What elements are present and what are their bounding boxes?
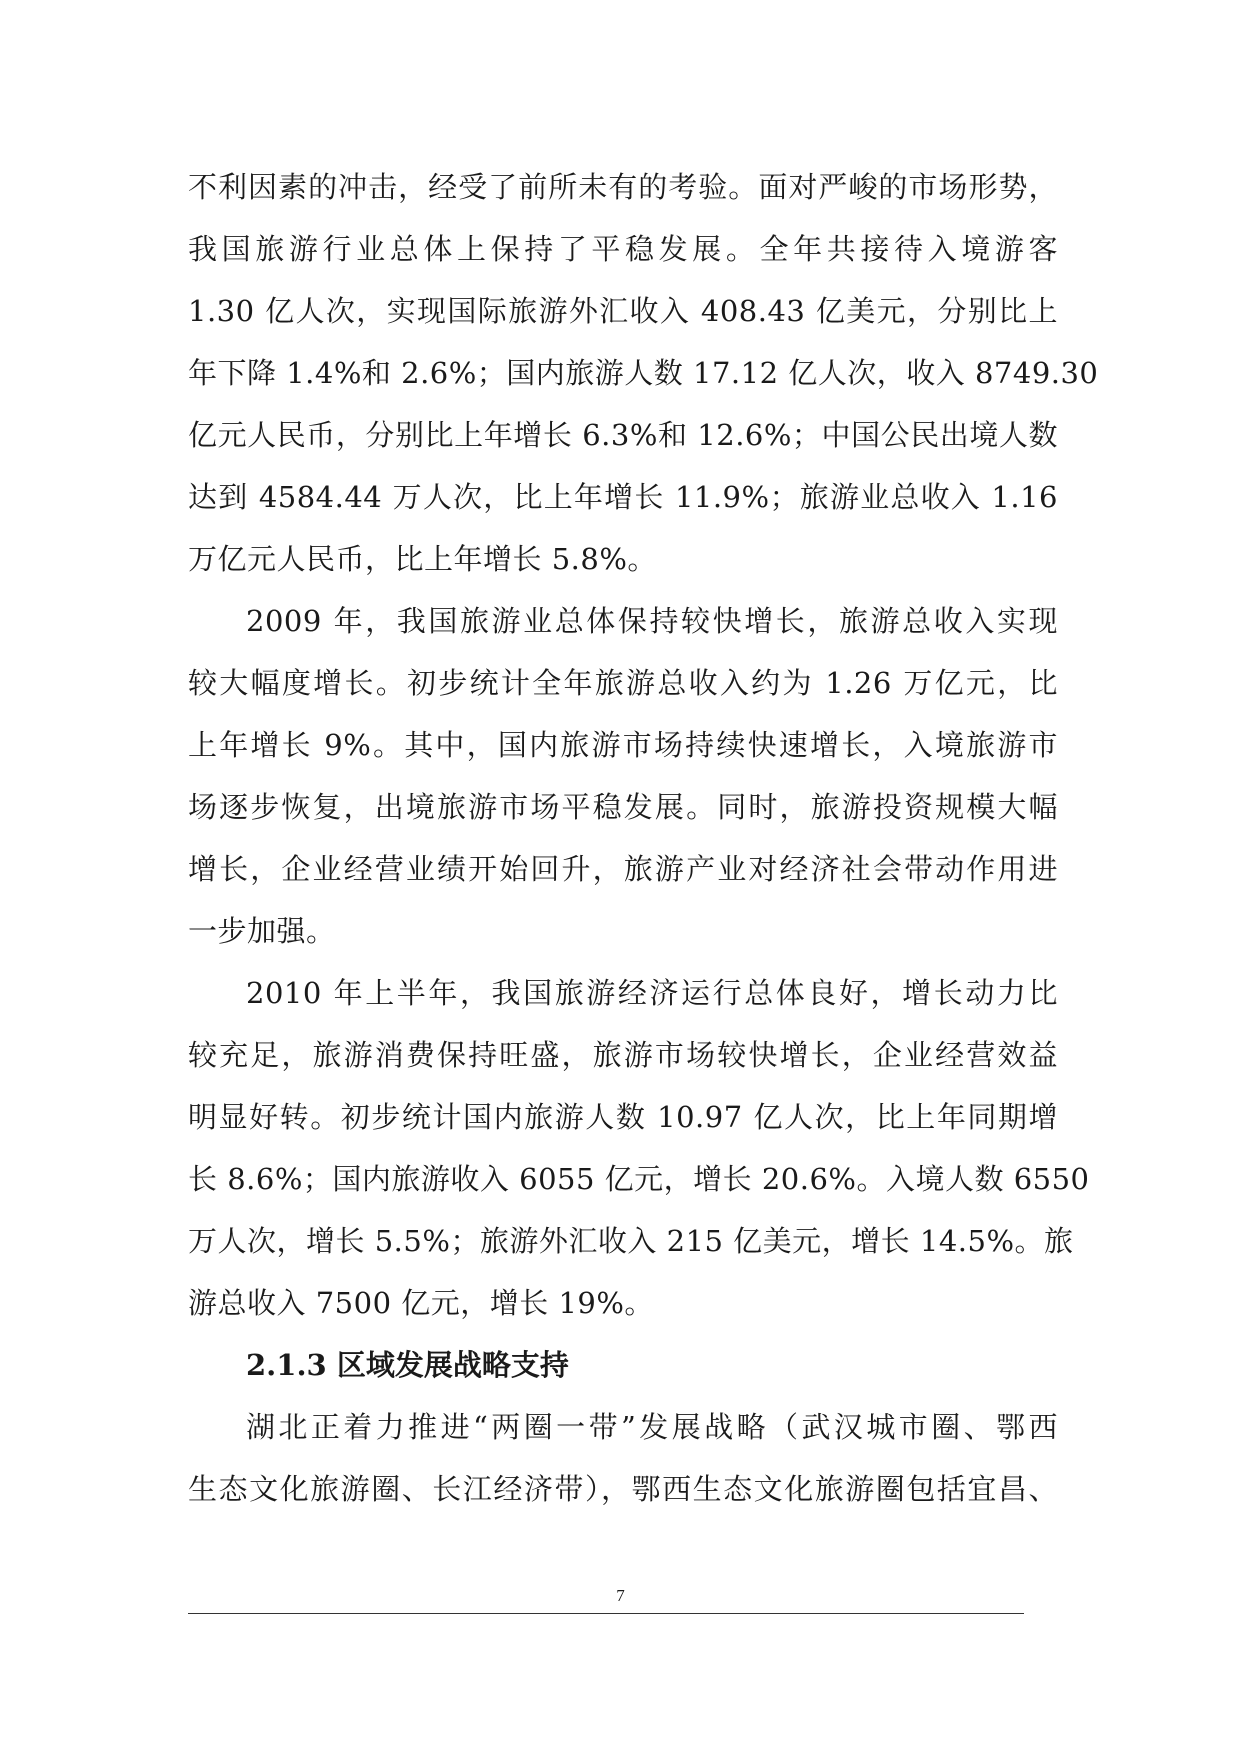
text-line: 较充足，旅游消费保持旺盛，旅游市场较快增长，企业经营效益	[188, 1038, 1058, 1072]
text-line: 增长，企业经营业绩开始回升，旅游产业对经济社会带动作用进	[188, 852, 1058, 886]
footer-divider	[188, 1613, 1024, 1614]
text-line: 万人次，增长 5.5%；旅游外汇收入 215 亿美元，增长 14.5%。旅	[188, 1224, 1074, 1258]
text-line: 上年增长 9%。其中，国内旅游市场持续快速增长，入境旅游市	[188, 728, 1058, 762]
text-line: 亿元人民币，分别比上年增长 6.3%和 12.6%；中国公民出境人数	[188, 418, 1058, 452]
text-line: 年下降 1.4%和 2.6%；国内旅游人数 17.12 亿人次，收入 8749.30	[188, 356, 1099, 390]
text-line: 长 8.6%；国内旅游收入 6055 亿元，增长 20.6%。入境人数 6550	[188, 1162, 1090, 1196]
text-line: 游总收入 7500 亿元，增长 19%。	[188, 1286, 654, 1320]
text-line: 达到 4584.44 万人次，比上年增长 11.9%；旅游业总收入 1.16	[188, 480, 1058, 514]
text-line: 较大幅度增长。初步统计全年旅游总收入约为 1.26 万亿元，比	[188, 666, 1058, 700]
text-line: 2010 年上半年，我国旅游经济运行总体良好，增长动力比	[246, 976, 1058, 1010]
text-line: 不利因素的冲击，经受了前所未有的考验。面对严峻的市场形势，	[188, 170, 1058, 204]
text-line: 一步加强。	[188, 914, 336, 948]
text-line: 明显好转。初步统计国内旅游人数 10.97 亿人次，比上年同期增	[188, 1100, 1058, 1134]
text-line: 我国旅游行业总体上保持了平稳发展。全年共接待入境游客	[188, 232, 1058, 266]
page-body	[188, 156, 1099, 1520]
section-heading: 2.1.3 区域发展战略支持	[246, 1348, 569, 1382]
text-line: 1.30 亿人次，实现国际旅游外汇收入 408.43 亿美元，分别比上	[188, 294, 1058, 328]
text-line: 2009 年，我国旅游业总体保持较快增长，旅游总收入实现	[246, 604, 1058, 638]
text-line: 生态文化旅游圈、长江经济带），鄂西生态文化旅游圈包括宜昌、	[188, 1472, 1058, 1506]
text-line: 湖北正着力推进“两圈一带”发展战略（武汉城市圈、鄂西	[246, 1410, 1058, 1444]
page-number: 7	[616, 1586, 625, 1605]
text-line: 万亿元人民币，比上年增长 5.8%。	[188, 542, 657, 576]
text-line: 场逐步恢复，出境旅游市场平稳发展。同时，旅游投资规模大幅	[188, 790, 1058, 824]
